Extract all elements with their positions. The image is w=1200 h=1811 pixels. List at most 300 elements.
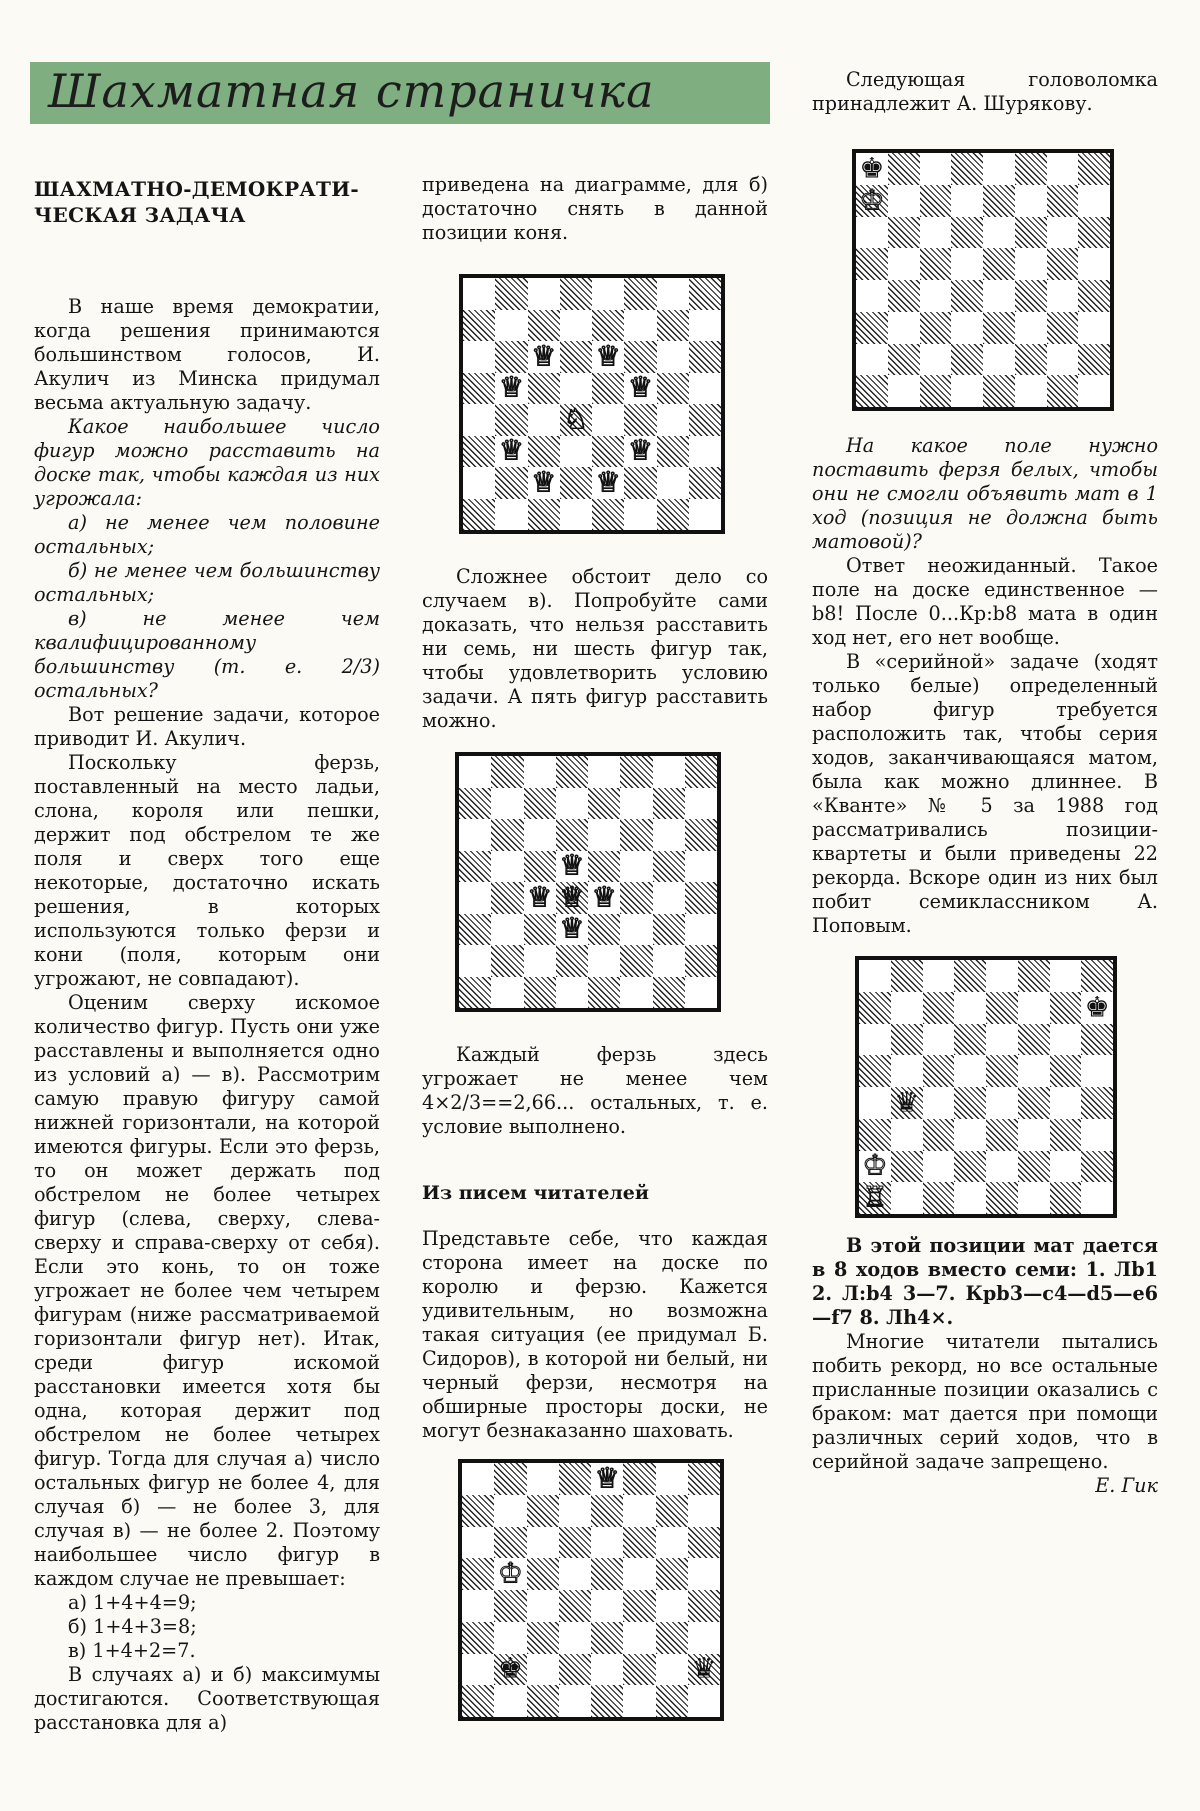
board-square: [495, 467, 527, 499]
board-square: [688, 1651, 720, 1686]
board-square: [491, 756, 523, 788]
board-square: [524, 756, 556, 788]
board-square: [954, 1119, 986, 1151]
board-square: [559, 1558, 591, 1590]
board-square: [888, 280, 920, 312]
queen-icon: ♕: [627, 370, 653, 404]
queen-icon: ♛: [894, 1085, 920, 1119]
spacer: [422, 1139, 768, 1181]
board-square: [463, 310, 495, 342]
board-square: [524, 914, 556, 946]
board-square: [1047, 312, 1079, 344]
queen-icon: ♕: [595, 465, 621, 499]
board-square: [856, 185, 888, 217]
article-title: ШАХМАТНО-ДЕМОКРАТИ-ЧЕСКАЯ ЗАДАЧА: [34, 177, 359, 227]
board-square: [856, 217, 888, 249]
board-square: [859, 1024, 891, 1056]
board-square: [588, 977, 620, 1009]
board-square: [494, 1527, 526, 1559]
board-square: [1078, 280, 1110, 312]
board-square: [891, 1119, 923, 1151]
board-square: [689, 467, 721, 499]
board-square: [923, 1182, 955, 1214]
board-square: [491, 851, 523, 883]
board-square: [954, 1024, 986, 1056]
board-square: [856, 153, 888, 185]
board-square: [1015, 344, 1047, 376]
board-square: [459, 851, 491, 883]
board-square: [491, 819, 523, 851]
board-square: [556, 756, 588, 788]
board-square: [688, 1495, 720, 1527]
board-square: [1018, 1151, 1050, 1183]
board-square: [620, 788, 652, 820]
section-banner: [30, 62, 770, 124]
queen-icon: ♕: [559, 880, 585, 914]
board-square: [559, 1590, 591, 1622]
board-square: [856, 312, 888, 344]
board-square: [459, 819, 491, 851]
board-square: [856, 280, 888, 312]
board-square: [588, 788, 620, 820]
board-square: [623, 1463, 655, 1495]
board-square: [653, 819, 685, 851]
queen-icon: ♛: [691, 1651, 717, 1685]
board-square: [592, 341, 624, 373]
board-square: [920, 217, 952, 249]
paragraph: Многие читатели пытались побить рекорд, но все остальные присланные позиции оказались с браком: мат дается при помощи различных серий ходов, что в серийной задаче запрещено.: [812, 1330, 1158, 1473]
board-square: [986, 1087, 1018, 1119]
board-square: [495, 341, 527, 373]
board-square: [620, 977, 652, 1009]
board-square: [986, 1119, 1018, 1151]
queen-icon: ♕: [527, 880, 553, 914]
board-square: [623, 1654, 655, 1686]
board-square: [624, 310, 656, 342]
board-square: [888, 312, 920, 344]
condition-a: а) не менее чем половине остальных;: [34, 511, 380, 558]
paragraph: Вот решение задачи, которое приводит И. Акулич.: [34, 703, 380, 750]
board-square: [986, 992, 1018, 1024]
board-square: [1050, 1055, 1082, 1087]
board-square: [524, 851, 556, 883]
board-square: [592, 373, 624, 405]
board-square: [588, 882, 620, 914]
king-icon: ♔: [859, 183, 885, 217]
board-square: [624, 499, 656, 531]
board-square: [923, 1151, 955, 1183]
board-square: [891, 960, 923, 992]
board-square: [524, 977, 556, 1009]
board-square: [891, 1151, 923, 1183]
board-square: [1078, 312, 1110, 344]
board-square: [528, 404, 560, 436]
board-square: [524, 819, 556, 851]
board-square: [923, 1024, 955, 1056]
board-square: [891, 992, 923, 1024]
board-square: [528, 436, 560, 468]
board-square: [494, 1622, 526, 1654]
board-square: [920, 280, 952, 312]
board-square: [588, 756, 620, 788]
board-square: [689, 373, 721, 405]
board-square: [986, 1055, 1018, 1087]
board-square: [527, 1495, 559, 1527]
board-square: [653, 882, 685, 914]
board-square: [888, 153, 920, 185]
board-square: [559, 1685, 591, 1717]
king-icon: ♔: [862, 1148, 888, 1182]
board-square: [1081, 960, 1113, 992]
board-square: [653, 756, 685, 788]
board-square: [1018, 960, 1050, 992]
paragraph: В «серийной» задаче (ходят только белые) определенный набор фигур требуется расположить так, чтобы серия ходов, заканчивающаяся матом, была как можно длиннее. В «Кванте» № 5 за 1988 год рассматривались позиции-квартеты и были приведены 22 рекорда. Вскоре один из них был побит семиклассником А. Поповым.: [812, 650, 1158, 937]
board-square: [623, 1495, 655, 1527]
board-square: [986, 1151, 1018, 1183]
board-square: [685, 882, 717, 914]
board-square: [689, 404, 721, 436]
board-square: [560, 341, 592, 373]
board-square: [459, 756, 491, 788]
board-square: [1081, 1182, 1113, 1214]
board-square: [951, 375, 983, 407]
board-square: [624, 433, 656, 468]
paragraph: Ответ неожиданный. Такое поле на доске единственное — b8! После 0...Кр:b8 мата в один ход нет, его нет вообще.: [812, 554, 1158, 649]
board-square: [620, 914, 652, 946]
board-square: [491, 945, 523, 977]
board-square: [556, 788, 588, 820]
board-square: [856, 248, 888, 280]
board-square: [528, 341, 560, 373]
board-square: [560, 404, 592, 436]
board-square: [588, 914, 620, 946]
board-square: [657, 373, 689, 405]
board-square: [891, 1055, 923, 1087]
board-square: [462, 1590, 494, 1622]
board-square: [560, 499, 592, 531]
board-square: [459, 945, 491, 977]
board-square: [685, 851, 717, 883]
board-square: [1047, 248, 1079, 280]
board-square: [920, 185, 952, 217]
board-square: [653, 788, 685, 820]
board-square: [528, 373, 560, 405]
board-square: [1050, 1087, 1082, 1119]
board-square: [951, 185, 983, 217]
board-square: [560, 436, 592, 468]
board-square: [656, 1558, 688, 1590]
board-square: [1081, 1119, 1113, 1151]
board-square: [859, 1119, 891, 1151]
board-square: [494, 1463, 526, 1495]
board-square: [688, 1463, 720, 1495]
board-square: [888, 185, 920, 217]
queen-icon: ♕: [498, 433, 524, 467]
board-square: [494, 1558, 526, 1590]
board-square: [524, 788, 556, 820]
board-square: [657, 467, 689, 499]
paragraph: Сложнее обстоит дело со случаем в). Попробуйте сами доказать, что нельзя расставить ни семь, ни шесть фигур так, чтобы удовлетворить условию задачи. А пять фигур расставить можно.: [422, 565, 768, 732]
board-square: [463, 499, 495, 531]
board-square: [685, 945, 717, 977]
board-square: [891, 1182, 923, 1214]
board-square: [528, 467, 560, 499]
board-square: [888, 217, 920, 249]
board-square: [1081, 1055, 1113, 1087]
formula-line: а) 1+4+4=9;: [68, 1591, 197, 1614]
board-square: [689, 278, 721, 310]
board-square: [462, 1527, 494, 1559]
board-square: [524, 945, 556, 977]
board-square: [1050, 1119, 1082, 1151]
board-square: [527, 1558, 559, 1590]
board-square: [1015, 280, 1047, 312]
paragraph: Оценим сверху искомое количество фигур. Пусть они уже расставлены и выполняется одно из условий а) — в). Рассмотрим самую правую фигуру самой нижней горизонтали, на которой имеются фигуры. Если это ферзь, то он может держать под обстрелом не более четырех фигур (слева, сверху, слева-сверху и справа-сверху от себя). Если это конь, то он тоже угрожает не более чем четырем фигурам (ниже рассматриваемой горизонтали фигур нет). Итак, среди фигур искомой расстановки имеется хотя бы одна, которая держит под обстрелом не более четырех фигур. Тогда для случая а) число остальных фигур не более 4, для случая б) — не более 3, для случая в) — не более 2. Поэтому наибольшее число фигур в каждом случае не превышает:: [34, 991, 380, 1590]
board-square: [657, 499, 689, 531]
board-square: [592, 278, 624, 310]
board-square: [859, 1182, 891, 1214]
board-square: [951, 153, 983, 185]
spacer: [422, 1205, 768, 1227]
board-square: [656, 1590, 688, 1622]
board-square: [656, 1495, 688, 1527]
board-square: [1018, 1087, 1050, 1119]
board-square: [923, 1055, 955, 1087]
board-square: [560, 373, 592, 405]
board-square: [859, 992, 891, 1024]
board-square: [1050, 1024, 1082, 1056]
board-square: [688, 1622, 720, 1654]
king-icon: ♚: [1084, 990, 1110, 1024]
board-square: [624, 370, 656, 405]
board-square: [463, 278, 495, 310]
board-square: [653, 945, 685, 977]
board-square: [1047, 217, 1079, 249]
board-square: [1050, 960, 1082, 992]
board-square: [624, 341, 656, 373]
board-square: [983, 185, 1015, 217]
board-square: [1081, 1087, 1113, 1119]
board-square: [591, 1495, 623, 1527]
board-square: [1081, 1024, 1113, 1056]
board-square: [1047, 375, 1079, 407]
board-square: [983, 153, 1015, 185]
board-square: [954, 992, 986, 1024]
board-square: [951, 280, 983, 312]
board-square: [463, 467, 495, 499]
board-square: [495, 433, 527, 468]
board-square: [1081, 992, 1113, 1024]
board-square: [951, 312, 983, 344]
board-square: [495, 404, 527, 436]
board-square: [1050, 992, 1082, 1024]
condition-b: б) не менее чем большинству остальных;: [34, 559, 380, 606]
board-square: [591, 1590, 623, 1622]
board-square: [856, 344, 888, 376]
board-square: [527, 1463, 559, 1495]
board-square: [623, 1685, 655, 1717]
board-square: [527, 1590, 559, 1622]
board-square: [592, 436, 624, 468]
board-square: [592, 310, 624, 342]
paragraph: Представьте себе, что каждая сторона имеет на доске по королю и ферзю. Кажется удивительным, но возможна такая ситуация (ее придумал Б. Сидоров), в которой ни белый, ни черный ферзи, несмотря на обширные просторы доски, не могут безнаказанно шаховать.: [422, 1227, 768, 1442]
solution-moves: В этой позиции мат дается в 8 ходов вместо семи: 1. Лb1 2. Л:b4 3—7. Крb3—c4—d5—e6—f7 8. Лh4×.: [812, 1234, 1158, 1329]
board-square: [491, 788, 523, 820]
board-square: [920, 153, 952, 185]
board-square: [592, 467, 624, 499]
board-square: [528, 310, 560, 342]
board-square: [620, 819, 652, 851]
board-square: [495, 370, 527, 405]
board-square: [495, 278, 527, 310]
board-square: [1047, 280, 1079, 312]
board-square: [491, 977, 523, 1009]
board-square: [462, 1495, 494, 1527]
queen-icon: ♕: [531, 339, 557, 373]
board-square: [656, 1622, 688, 1654]
board-square: [954, 1151, 986, 1183]
board-square: [462, 1685, 494, 1717]
board-square: [859, 1087, 891, 1119]
board-square: [1047, 185, 1079, 217]
board-square: [856, 375, 888, 407]
board-square: [588, 819, 620, 851]
board-square: [528, 499, 560, 531]
board-square: [656, 1654, 688, 1686]
board-square: [688, 1558, 720, 1590]
board-square: [656, 1463, 688, 1495]
board-square: [556, 977, 588, 1009]
board-square: [656, 1527, 688, 1559]
board-square: [891, 1087, 923, 1119]
board-square: [657, 436, 689, 468]
board-square: [527, 1654, 559, 1686]
board-square: [951, 217, 983, 249]
board-square: [620, 756, 652, 788]
board-square: [592, 499, 624, 531]
board-square: [620, 945, 652, 977]
board-square: [623, 1558, 655, 1590]
board-square: [1015, 153, 1047, 185]
problem-statement: Какое наибольшее число фигур можно расставить на доске так, чтобы каждая из них угрожала:: [34, 415, 380, 510]
board-square: [560, 467, 592, 499]
board-square: [951, 248, 983, 280]
paragraph: Поскольку ферзь, поставленный на место ладьи, слона, короля или пешки, держит под обстрелом те же поля и сверх того еще некоторые, достаточно искать решения, в которых используются только ферзи и кони (поля, которым они угрожают, не совпадают).: [34, 751, 380, 990]
board-square: [656, 1685, 688, 1717]
board-square: [1018, 1182, 1050, 1214]
board-square: [689, 499, 721, 531]
board-square: [591, 1685, 623, 1717]
board-square: [494, 1590, 526, 1622]
board-square: [685, 788, 717, 820]
board-square: [624, 278, 656, 310]
board-square: [556, 848, 588, 883]
board-square: [685, 756, 717, 788]
board-square: [983, 217, 1015, 249]
board-square: [688, 1527, 720, 1559]
board-square: [954, 1087, 986, 1119]
board-square: [462, 1622, 494, 1654]
board-square: [1050, 1182, 1082, 1214]
board-square: [689, 341, 721, 373]
board-square: [657, 404, 689, 436]
board-square: [888, 375, 920, 407]
board-square: [983, 312, 1015, 344]
board-square: [923, 1087, 955, 1119]
board-square: [527, 1527, 559, 1559]
king-icon: ♔: [497, 1556, 523, 1590]
board-square: [556, 882, 588, 914]
board-square: [591, 1463, 623, 1495]
condition-c: в) не менее чем квалифицированному большинству (т. е. 2/3) остальных?: [34, 607, 380, 702]
board-square: [591, 1654, 623, 1686]
board-square: [591, 1622, 623, 1654]
board-square: [1018, 1024, 1050, 1056]
board-square: [463, 404, 495, 436]
queen-icon: ♕: [559, 848, 585, 882]
board-square: [954, 1182, 986, 1214]
board-square: [689, 436, 721, 468]
board-square: [588, 851, 620, 883]
formula-line: б) 1+4+3=8;: [68, 1615, 197, 1638]
board-square: [591, 1558, 623, 1590]
board-square: [1015, 217, 1047, 249]
board-square: [624, 467, 656, 499]
board-square: [1047, 153, 1079, 185]
board-square: [653, 914, 685, 946]
board-square: [494, 1651, 526, 1686]
board-square: [983, 280, 1015, 312]
board-square: [524, 882, 556, 914]
board-square: [983, 248, 1015, 280]
board-square: [685, 914, 717, 946]
board-square: [923, 992, 955, 1024]
queen-icon: ♕: [591, 880, 617, 914]
board-square: [491, 882, 523, 914]
board-square: [620, 851, 652, 883]
puzzle-question: На какое поле нужно поставить ферзя белых, чтобы они не смогли объявить мат в 1 ход (позиция не должна быть матовой)?: [812, 434, 1158, 553]
knight-icon: ♘: [563, 402, 589, 436]
board-square: [620, 882, 652, 914]
letters-heading: Из писем читателей: [422, 1182, 649, 1204]
board-square: [888, 248, 920, 280]
board-square: [986, 960, 1018, 992]
paragraph: В наше время демократии, когда решения принимаются большинством голосов, И. Акулич из Минска придумал весьма актуальную задачу.: [34, 295, 380, 414]
board-square: [1078, 185, 1110, 217]
article-column-1: [34, 295, 380, 1735]
board-square: [986, 1182, 1018, 1214]
board-square: [920, 344, 952, 376]
board-square: [623, 1527, 655, 1559]
board-square: [556, 945, 588, 977]
board-square: [459, 882, 491, 914]
board-square: [1018, 992, 1050, 1024]
board-square: [556, 819, 588, 851]
board-square: [1018, 1119, 1050, 1151]
board-square: [528, 278, 560, 310]
board-square: [859, 960, 891, 992]
board-square: [592, 404, 624, 436]
board-square: [951, 344, 983, 376]
board-square: [888, 344, 920, 376]
board-square: [462, 1558, 494, 1590]
board-square: [1047, 344, 1079, 376]
board-square: [559, 1622, 591, 1654]
queen-icon: ♕: [559, 911, 585, 945]
board-square: [559, 1495, 591, 1527]
board-square: [1081, 1151, 1113, 1183]
board-square: [1078, 375, 1110, 407]
